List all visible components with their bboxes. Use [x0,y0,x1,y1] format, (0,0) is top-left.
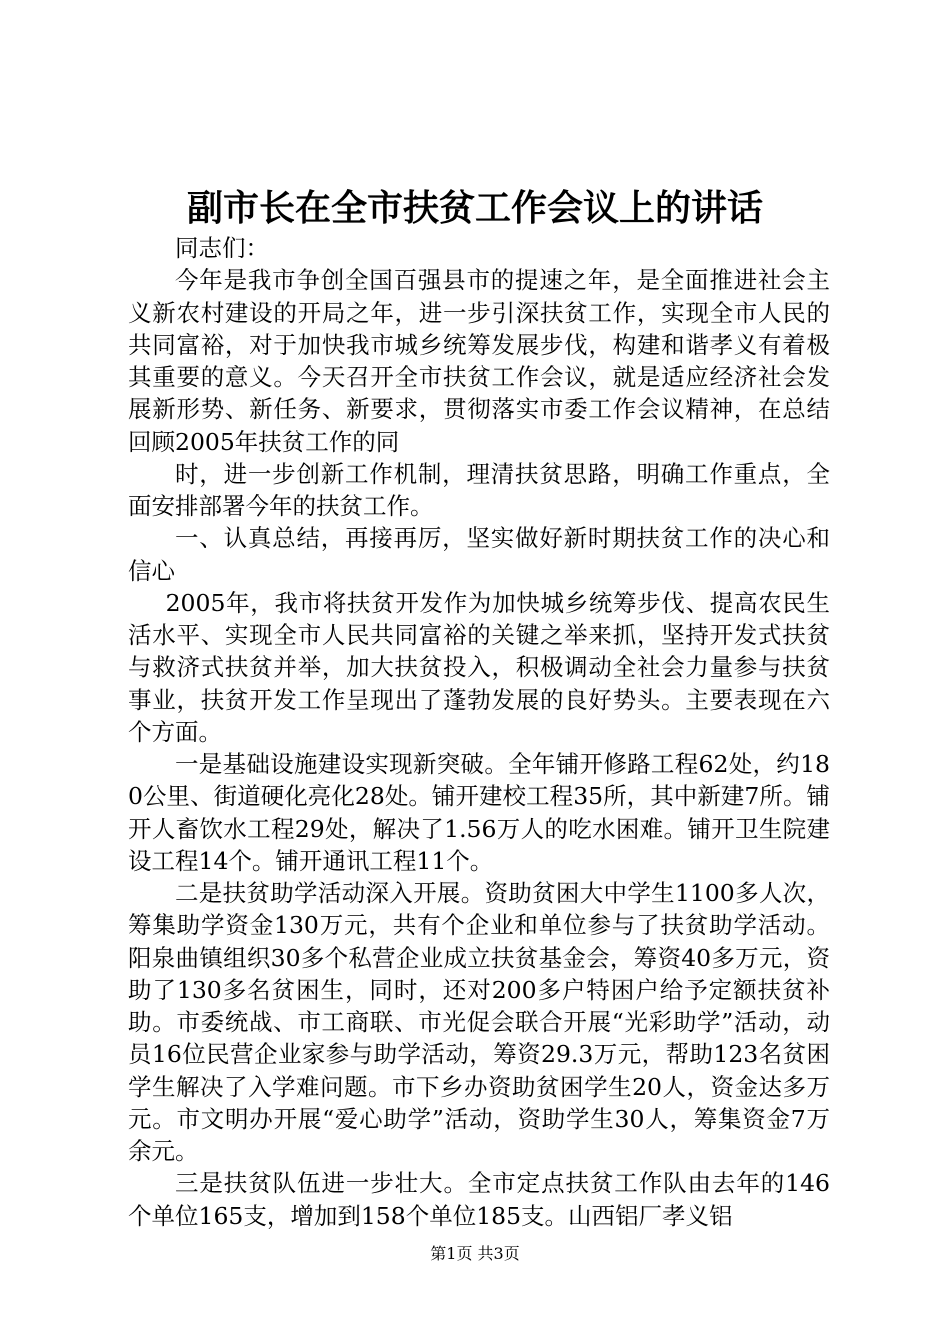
section-heading: 一、认真总结，再接再厉，坚实做好新时期扶贫工作的决心和信心 [128,524,830,585]
paragraph: 2005年，我市将扶贫开发作为加快城乡统筹步伐、提高农民生活水平、实现全市人民共同富裕的关键之举来抓，坚持开发式扶贫与救济式扶贫并举，加大扶贫投入，积极调动全社会力量参与扶贫事业，扶贫开发工作呈现出了蓬勃发展的良好势头。主要表现在六个方面。 [128,588,830,746]
paragraph: 二是扶贫助学活动深入开展。资助贫困大中学生1100多人次，筹集助学资金130万元，共有个企业和单位参与了扶贫助学活动。阳泉曲镇组织30多个私营企业成立扶贫基金会，筹资40多万元，资助了130多名贫困生，同时，还对200多户特困户给予定额扶贫补助。市委统战、市工商联、市光促会联合开展“光彩助学”活动，动员16位民营企业家参与助学活动，筹资29.3万元，帮助123名贫困学生解决了入学难问题。市下乡办资助贫困学生20人，资金达多万元。市文明办开展“爱心助学”活动，资助学生30人，筹集资金7万余元。 [128,879,830,1165]
page-number: 第1页 共3页 [430,1244,520,1263]
paragraph: 时，进一步创新工作机制，理清扶贫思路，明确工作重点，全面安排部署今年的扶贫工作。 [128,459,830,520]
document-title: 副市长在全市扶贫工作会议上的讲话 [186,187,763,229]
paragraph-greeting: 同志们： [175,234,269,262]
paragraph: 一是基础设施建设实现新突破。全年铺开修路工程62处，约180公里、街道硬化亮化28处。铺开建校工程35所，其中新建7所。铺开人畜饮水工程29处，解决了1.56万人的吃水困难。铺开卫生院建设工程14个。铺开通讯工程11个。 [128,750,830,875]
paragraph: 三是扶贫队伍进一步壮大。全市定点扶贫工作队由去年的146个单位165支，增加到158个单位185支。山西铝厂孝义铝 [128,1169,830,1230]
document-body [128,232,830,1232]
paragraph: 今年是我市争创全国百强县市的提速之年，是全面推进社会主义新农村建设的开局之年，进一步引深扶贫工作，实现全市人民的共同富裕，对于加快我市城乡统筹发展步伐，构建和谐孝义有着极其重要的意义。今天召开全市扶贫工作会议，就是适应经济社会发展新形势、新任务、新要求，贯彻落实市委工作会议精神，在总结回顾2005年扶贫工作的同 [128,266,830,456]
